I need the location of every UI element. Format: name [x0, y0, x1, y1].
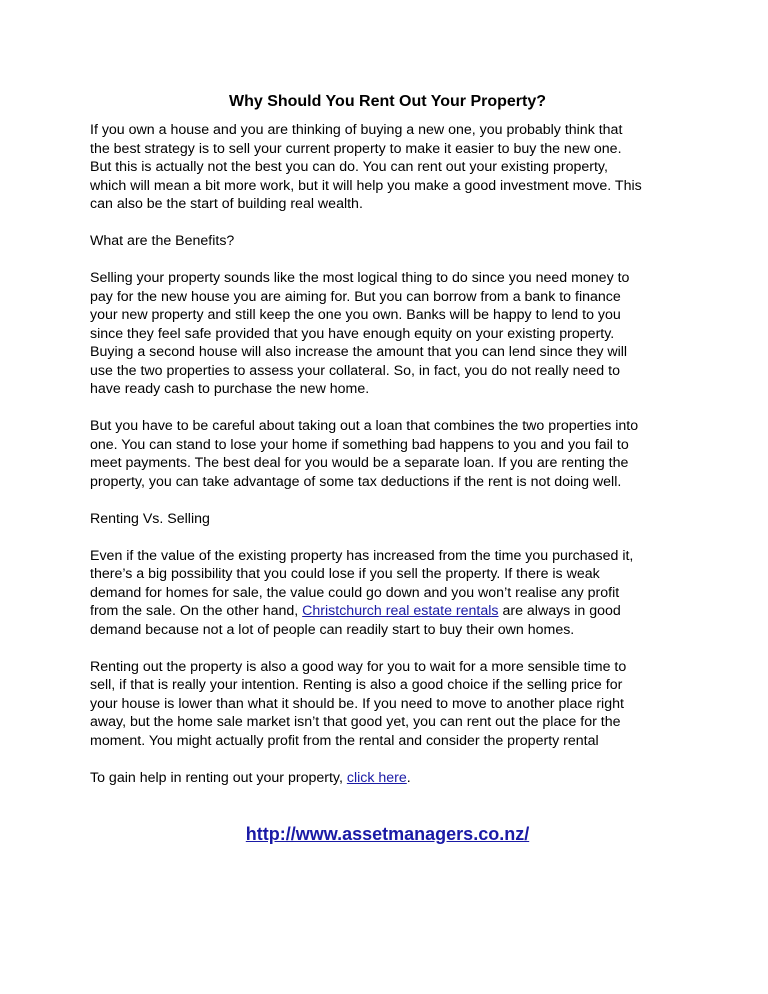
website-url-link[interactable]: http://www.assetmanagers.co.nz/ [245, 824, 530, 844]
benefits-heading: What are the Benefits? [90, 233, 235, 249]
christchurch-rentals-link[interactable]: Christchurch real estate rentals [302, 603, 499, 619]
intro-paragraph [90, 121, 685, 214]
intro-line: But this is actually not the best you can do. You can rent out your existing property, [90, 159, 608, 175]
renting-line: your house is lower than what it should be. If you need to move to another place right [90, 695, 624, 712]
benefits-line: use the two properties to assess your collateral. So, in fact, you do not really need to [90, 362, 620, 379]
intro-line: If you own a house and you are thinking of buying a new one, you probably think that [90, 122, 623, 138]
renting-paragraph-1 [90, 547, 685, 640]
intro-line: the best strategy is to sell your current property to make it easier to buy the new one. [90, 140, 622, 157]
click-here-link[interactable]: click here [346, 769, 407, 786]
renting-line: away, but the home sale market isn’t that good yet, you can rent out the place for the [90, 714, 621, 730]
benefits-line: since they feel safe provided that you have enough equity on your existing property. [90, 325, 615, 342]
renting-line: demand for homes for sale, the value could go down and you won’t realise any profit [90, 584, 620, 601]
cta-text: To gain help in renting out your property, [90, 769, 347, 786]
renting-heading: Renting Vs. Selling [90, 510, 210, 527]
renting-paragraph-2 [90, 658, 685, 751]
benefits-line: have ready cash to purchase the new home. [90, 381, 370, 397]
renting-line: Even if the value of the existing property has increased from the time you purchased it, [90, 547, 634, 564]
renting-line: moment. You might actually profit from the rental and consider the property rental [90, 732, 599, 749]
benefits-line: one. You can stand to lose your home if something bad happens to you and you fail to [90, 436, 629, 453]
benefits-line: pay for the new house you are aiming for. But you can borrow from a bank to finance [90, 288, 621, 305]
benefits-line: your new property and still keep the one you own. Banks will be happy to lend to you [90, 307, 621, 323]
document-page [90, 92, 685, 846]
benefits-line: property, you can take advantage of some tax deductions if the rent is not doing well. [90, 473, 622, 490]
intro-line: can also be the start of building real wealth. [90, 196, 363, 212]
renting-line-text: are always in good [498, 603, 621, 619]
renting-line: Renting out the property is also a good way for you to wait for a more sensible time to [90, 658, 627, 675]
intro-line: which will mean a bit more work, but it will help you make a good investment move. This [90, 177, 642, 194]
website-url-container [90, 825, 685, 846]
benefits-paragraph-1 [90, 269, 685, 399]
renting-line: there’s a big possibility that you could lose if you sell the property. If there is weak [90, 566, 600, 582]
benefits-line: Selling your property sounds like the most logical thing to do since you need money to [90, 270, 630, 286]
benefits-paragraph-2 [90, 417, 685, 491]
benefits-line: But you have to be careful about taking out a loan that combines the two properties into [90, 418, 639, 434]
cta-period: . [406, 769, 411, 786]
cta-paragraph [90, 769, 685, 788]
renting-line: demand because not a lot of people can readily start to buy their own homes. [90, 621, 575, 638]
benefits-line: Buying a second house will also increase the amount that you can lend since they will [90, 344, 628, 360]
benefits-line: meet payments. The best deal for you would be a separate loan. If you are renting the [90, 455, 629, 471]
renting-line: sell, if that is really your intention. Renting is also a good choice if the selling price for [90, 677, 623, 693]
renting-line-text: from the sale. On the other hand, [90, 603, 303, 619]
renting-line-with-link [90, 602, 685, 621]
document-title: Why Should You Rent Out Your Property? [228, 93, 547, 110]
